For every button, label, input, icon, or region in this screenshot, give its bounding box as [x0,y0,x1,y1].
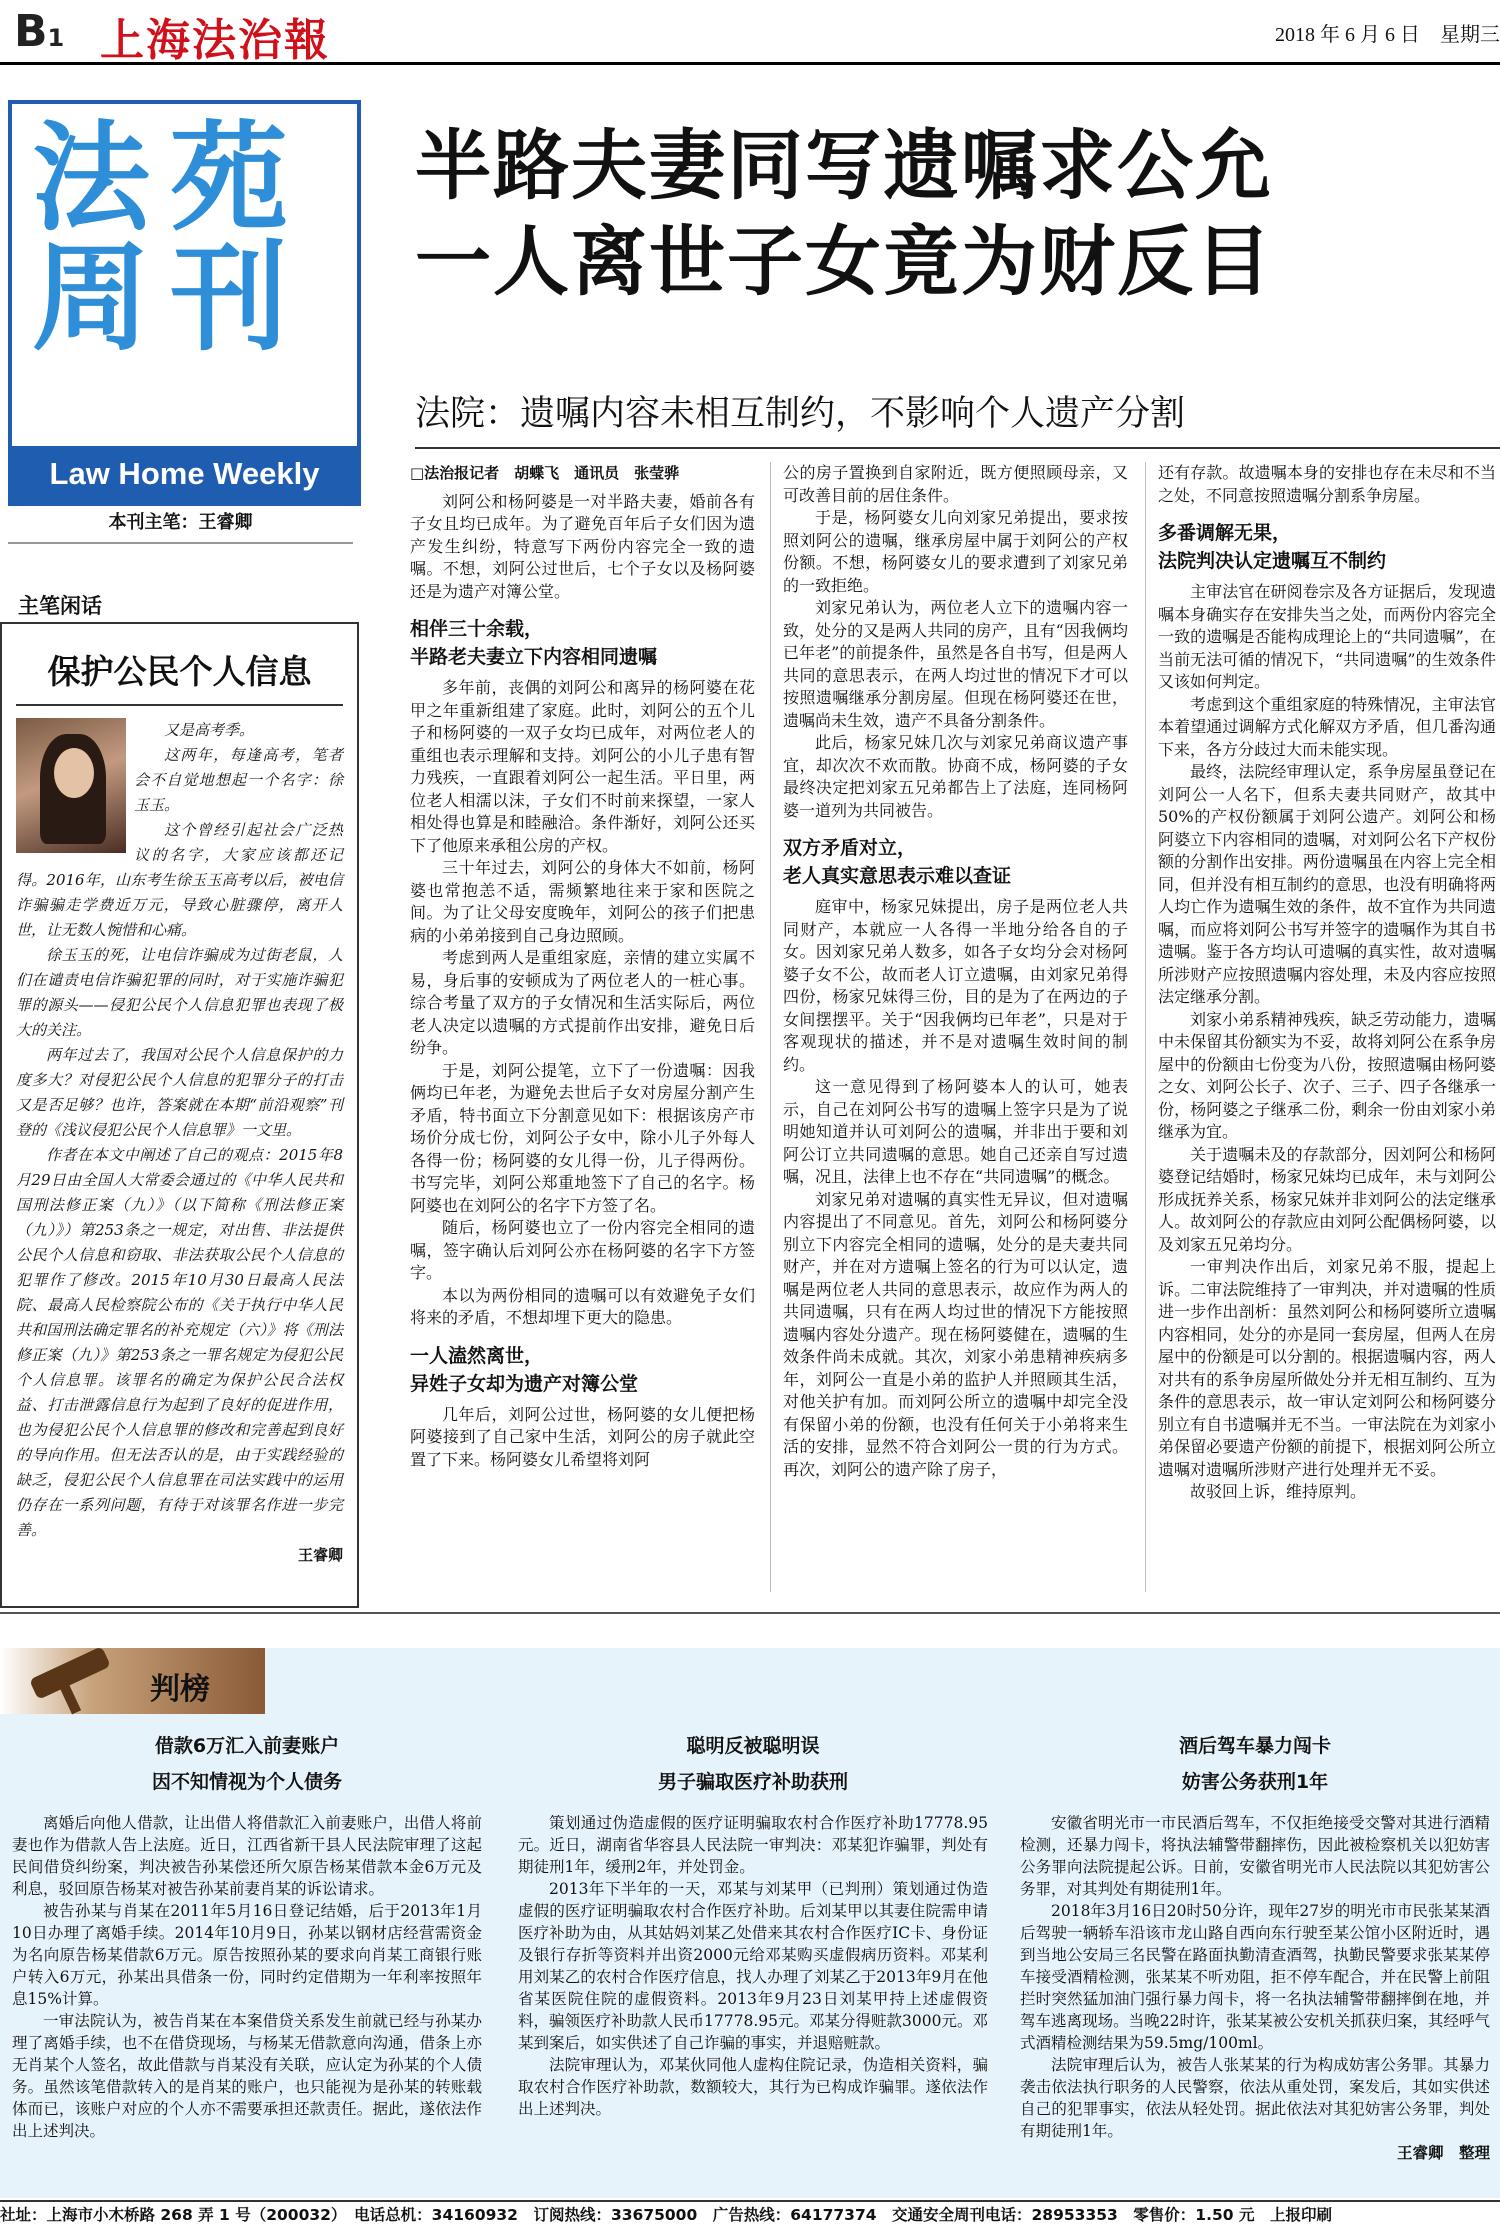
case-brief-3 [1020,1728,1490,2164]
page-subnumber: 1 [47,24,65,52]
article-paragraph: 随后，杨阿婆也立了一份内容完全相同的遗嘱，签字确认后刘阿公亦在杨阿婆的名字下方签字。 [410,1218,755,1282]
divider [415,447,1500,449]
column-body [16,718,343,1568]
article-paragraph: 最终，法院经审理认定，系争房屋虽登记在刘阿公一人名下，但系夫妻共同财产，故其中50%的产权份额属于刘阿公遗产。刘阿公和杨阿婆立下内容相同的遗嘱，对刘阿公名下产权份额的分割作出安排。两份遗嘱虽在内容上完全相同，但并没有相互制约的意思，也没有明确将两人均亡作为遗嘱生效的条件，故不宜作为共同遗嘱，而应将刘阿公书写并签字的遗嘱作为其自书遗嘱。鉴于各方均认可遗嘱的真实性，故对遗嘱所涉财产应按照遗嘱内容处理，未及内容应按照法定继承分割。 [1158,762,1496,1006]
section-heading: 一人溘然离世， [410,1344,544,1367]
column-paragraph: 作者在本文中阐述了自己的观点：2015年8月29日由全国人大常委会通过的《中华人民共和国刑法修正案（九）》（以下简称《刑法修正案（九）》）第253条之一规定，对出售、非法提供公民个人信息和窃取、非法获取公民个人信息的犯罪作了修改。2015年10月30日最高人民法院、最高人民检察院公布的《关于执行中华人民共和国刑法确定罪名的补充规定（六）》将《刑法修正案（九）》第253条之一罪名规定为侵犯公民个人信息罪。该罪名的确定为保护公民合法权益、打击泄露信息行为起到了良好的促进作用，也为侵犯公民个人信息罪的修改和完善起到良好的导向作用。但无法否认的是，由于实践经验的缺乏，侵犯公民个人信息罪在司法实践中的运用仍存在一系列问题，有待于对该罪名作进一步完善。 [16,1146,343,1539]
brief-paragraph: 2013年下半年的一天，邓某与刘某甲（已判刑）策划通过伪造虚假的医疗证明骗取农村合作医疗补助。后刘某甲以其妻住院需申请医疗补助为由，从其姑妈刘某乙处借来其农村合作医疗IC卡、身份证及银行存折等资料并出资2000元给邓某购买虚假病历资料。邓某利用刘某乙的农村合作医疗信息，找人办理了刘某乙于2013年9月在他省某医院住院的虚假资料。2013年9月23日刘某甲持上述虚假资料，骗领医疗补助款人民币17778.95元。邓某分得赃款3000元。邓某到案后，如实供述了自己诈骗的事实，并退赔赃款。 [518,1880,988,2052]
article-paragraph: 关于遗嘱未及的存款部分，因刘阿公和杨阿婆登记结婚时，杨家兄妹均已成年，未与刘阿公形成抚养关系，杨家兄妹并非刘阿公的法定继承人。故刘阿公的存款应由刘阿公配偶杨阿婆，以及刘家五兄弟均分。 [1158,1144,1496,1254]
column-rule [770,462,771,1592]
column-name: 主笔闲话 [18,594,102,618]
column-paragraph: 又是高考季。 [164,721,255,739]
brief-title-2: 妨害公务获刑1年 [1181,1771,1329,1793]
case-brief-2 [518,1728,988,2120]
column-paragraph: 这两年，每逢高考，笔者会不自觉地想起一个名字：徐玉玉。 [134,746,343,814]
article-paragraph: 这一意见得到了杨阿婆本人的认可，她表示，自己在刘阿公书写的遗嘱上签字只是为了说明她知道并认可刘阿公的遗嘱，并非出于要和刘阿公订立共同遗嘱的意思。她自己还亲自写过遗嘱，况且，法律上也不存在“共同遗嘱”的概念。 [783,1077,1128,1186]
article-paragraph: 刘家兄弟对遗嘱的真实性无异议，但对遗嘱内容提出了不同意见。首先，刘阿公和杨阿婆分别立下内容完全相同的遗嘱，处分的是夫妻共同财产，并在对方遗嘱上签名的行为可以认定，遗嘱是两位老人共同的意思表示，故应作为两人的共同遗嘱，只有在两人均过世的情况下方能按照遗嘱内容处分遗产。现在杨阿婆健在，遗嘱的生效条件尚未成就。其次，刘家小弟患精神疾病多年，刘阿公一直是小弟的监护人并照顾其生活，对他关护有加。而刘阿公所立的遗嘱中却完全没有保留小弟的份额，也没有任何关于小弟将来生活的安排，显然不符合刘阿公一贯的行为方式。再次，刘阿公的遗产除了房子， [783,1189,1128,1479]
issue-date: 2018 年 6 月 6 日 星期三 [1275,24,1500,46]
article-paragraph: 三十年过去，刘阿公的身体大不如前，杨阿婆也常抱恙不适，需频繁地往来于家和医院之间。为了让父母安度晚年，刘阿公的孩子们把患病的小弟弟接到自己身边照顾。 [410,858,755,945]
article-column-2 [783,462,1128,1481]
article-paragraph: 庭审中，杨家兄妹提出，房子是两位老人共同财产，本就应一人各得一半地分给各自的子女。因刘家兄弟人数多，如各子女均分会对杨阿婆子女不公，故而老人订立遗嘱，由刘家兄弟得四份，杨家兄妹得三份，目的是为了在两边的子女间摆摆平。关于“因我俩均已年老”，只是对于客观现状的描述，并不是对遗嘱生效时间的制约。 [783,897,1128,1074]
footer-info: 社址：上海市小木桥路 268 弄 1 号（200032） 电话总机：34160932 订阅热线：33675000 广告热线：64177374 交通安全周刊电话：28953353 零售价：1.50 元 上报印刷 [0,2200,1500,2229]
main-headline [415,118,1500,310]
column-headline: 保护公民个人信息 [47,652,312,691]
chief-editor: 本刊主笔：王睿卿 [108,512,253,533]
section-heading: 多番调解无果， [1158,522,1292,544]
article-paragraph: 主审法官在研阅卷宗及各方证据后，发现遗嘱本身确实存在安排失当之处，而两份内容完全一致的遗嘱是否能构成理论上的“共同遗嘱”，在当前无法可循的情况下，“共同遗嘱”的生效条件又该如何判定。 [1158,582,1496,691]
column-paragraph: 徐玉玉的死，让电信诈骗成为过街老鼠，人们在谴责电信诈骗犯罪的同时，对于实施诈骗犯罪的源头——侵犯公民个人信息犯罪也表现了极大的关注。 [16,946,343,1039]
masthead-title: 法苑周刊 [32,109,309,367]
column-paragraph: 这个曾经引起社会广泛热议的名字，大家应该都还记得。2016年，山东考生徐玉玉高考以后，被电信诈骗骗走学费近万元，导致心脏骤停，离开人世，让无数人惋惜和心痛。 [16,821,343,939]
article-column-1 [410,462,755,1471]
article-paragraph: 考虑到两人是重组家庭，亲情的建立实属不易，身后事的安顿成为了两位老人的一桩心事。综合考量了双方的子女情况和生活实际后，两位老人决定以遗嘱的方式提前作出安排，避免日后纷争。 [410,948,755,1057]
headline-line-2: 一人离世子女竟为财反目 [415,217,1273,306]
article-paragraph: 多年前，丧偶的刘阿公和离异的杨阿婆在花甲之年重新组建了家庭。此时，刘阿公的五个儿子和杨阿婆的一双子女均已成年，对两位老人的重组也表示理解和支持。刘阿公的小儿子患有智力残疾，一直跟着刘阿公一起生活。平日里，两位老人相濡以沫，子女们不时前来探望，一家人相处得也算是和睦融洽。条件渐好，刘阿公还买下了他原来承租公房的产权。 [410,678,755,855]
brief-title-1: 聪明反被聪明误 [686,1735,820,1757]
article-paragraph: 考虑到这个重组家庭的特殊情况，主审法官本着望通过调解方式化解双方矛盾，但几番沟通下来，各方分歧过大而未能实现。 [1158,694,1496,759]
article-paragraph: 此后，杨家兄妹几次与刘家兄弟商议遗产事宜，却次次不欢而散。协商不成，杨阿婆的子女最终决定把刘家五兄弟都告上了法庭，连同杨阿婆一道列为共同被告。 [783,733,1128,820]
brief-title-2: 因不知情视为个人债务 [151,1771,342,1793]
section-label: 判榜 [150,1672,210,1707]
brief-title-2: 男子骗取医疗补助获刑 [657,1771,848,1793]
headline-line-1: 半路夫妻同写遗嘱求公允 [415,121,1273,210]
brief-title-1: 酒后驾车暴力闯卡 [1178,1735,1331,1757]
divider [16,704,343,706]
article-paragraph: 本以为两份相同的遗嘱可以有效避免子女们将来的矛盾，不想却埋下更大的隐患。 [410,1285,755,1327]
divider [8,542,353,544]
article-column-1-content [410,491,755,1472]
section-heading: 双方矛盾对立， [783,837,917,859]
byline: □法治报记者 胡蝶飞 通讯员 张莹骅 [410,464,680,482]
newspaper-logo: 上海法治報 [100,15,330,66]
article-column-3 [1158,462,1496,1504]
subheadline: 法院：遗嘱内容未相互制约，不影响个人遗产分割 [415,394,1186,434]
brief-paragraph: 离婚后向他人借款，让出借人将借款汇入前妻账户，出借人将前妻也作为借款人告上法庭。近日，江西省新干县人民法院审理了这起民间借贷纠纷案，判决被告孙某偿还所欠原告杨某借款本金6万元及利息，驳回原告杨某对被告孙某前妻肖某的诉讼请求。 [12,1814,482,1898]
brief-paragraph: 2018年3月16日20时50分许，现年27岁的明光市市民张某某酒后驾驶一辆轿车沿该市龙山路自西向东行驶至某公馆小区附近时，遇到当地公安局三名民警在路面执勤清查酒驾，执勤民警要求张某某停车接受酒精检测，张某某不听劝阻，拒不停车配合，并在民警上前阻拦时突然猛加油门强行暴力闯卡，将一名执法辅警带翻摔倒在地，并驾车逃离现场。当晚22时许，张某某被公安机关抓获归案，其经呼气式酒精检测结果为59.5mg/100ml。 [1020,1902,1490,2052]
column-rule [1145,462,1146,1592]
weekly-masthead [8,100,361,506]
article-paragraph: 刘阿公和杨阿婆是一对半路夫妻，婚前各有子女且均已成年。为了避免百年后子女们因为遗产发生纠纷，特意写下两份内容完全一致的遗嘱。不想，刘阿公过世后，七个子女以及杨阿婆还是为遗产对簿公堂。 [410,491,755,601]
brief-body [1020,1812,1490,2164]
article-paragraph: 刘家小弟系精神残疾，缺乏劳动能力，遗嘱中未保留其份额实为不妥，故将刘阿公在系争房屋中的份额由七份变为八份，按照遗嘱由杨阿婆之女、刘阿公长子、次子、三子、四子各继承一份，杨阿婆之子继承二份，剩余一份由刘家小弟继承为宜。 [1158,1009,1496,1141]
page-letter: B [14,6,48,57]
article-paragraph: 刘家兄弟认为，两位老人立下的遗嘱内容一致，处分的又是两人共同的房产，且有“因我俩均已年老”的前提条件，虽然是各自书写，但是两人共同的意思表示，在两人均过世的情况下才可以按照遗嘱继承分割房屋。但现在杨阿婆还在世，遗嘱尚未生效，遗产不具备分割条件。 [783,598,1128,730]
column-signature: 王睿卿 [297,1546,343,1564]
brief-paragraph: 一审法院认为，被告肖某在本案借贷关系发生前就已经与孙某办理了离婚手续，也不在借贷现场，与杨某无借款意向沟通，借条上亦无肖某个人签名，故此借款与肖某没有关联，应认定为孙某的个人债务。虽然该笔借款转入的是肖某的账户，也只能视为是孙某的转账载体而已，该账户对应的个人亦不需要承担还款责任。据此，遂依法作出上述判决。 [12,2012,482,2140]
section-divider [0,1612,1500,1614]
brief-paragraph: 被告孙某与肖某在2011年5月16日登记结婚，后于2013年1月10日办理了离婚手续。2014年10月9日，孙某以钢材店经营需资金为名向原告杨某借款6万元。原告按照孙某的要求向肖某工商银行账户转入6万元，孙某出具借条一份，同时约定借期为一年利率按照年息15%计算。 [12,1902,482,2008]
article-paragraph: 于是，刘阿公提笔，立下了一份遗嘱：因我俩均已年老，为避免去世后子女对房屋分割产生矛盾，特书面立下分割意见如下：根据该房产市场价分成七份，刘阿公子女中，除小儿子外每人各得一份；杨阿婆的女儿得一份，儿子得两份。书写完毕，刘阿公郑重地签下了自己的名字。杨阿婆也在刘阿公的名字下方签了名。 [410,1060,755,1215]
brief-title-1: 借款6万汇入前妻账户 [154,1735,340,1757]
article-paragraph: 于是，杨阿婆女儿向刘家兄弟提出，要求按照刘阿公的遗嘱，继承房屋中属于刘阿公的产权份额。不想，杨阿婆女儿的要求遭到了刘家兄弟的一致拒绝。 [783,508,1128,595]
brief-paragraph: 法院审理后认为，被告人张某某的行为构成妨害公务罪。其暴力袭击依法执行职务的人民警察，依法从重处罚，案发后，其如实供述自己的犯罪事实，依法从轻处罚。据此依法对其犯妨害公务罪，判处有期徒刑1年。 [1020,2056,1490,2140]
section-heading: 异姓子女却为遗产对簿公堂 [410,1372,639,1395]
article-paragraph: 一审判决作出后，刘家兄弟不服，提起上诉。二审法院维持了一审判决，并对遗嘱的性质进一步作出剖析：虽然刘阿公和杨阿婆所立遗嘱内容相同，处分的亦是同一套房屋，但两人在房屋中的份额是可以分割的。根据遗嘱内容，两人对共有的系争房屋所做处分并无相互制约、互为条件的意思表示，故一审认定刘阿公和杨阿婆分别立有自书遗嘱并无不当。一审法院在为刘家小弟保留必要遗产份额的前提下，根据刘阿公所立遗嘱对遗嘱所涉财产进行处理并无不妥。 [1158,1257,1496,1479]
brief-signature: 王睿卿 整理 [1396,2143,1490,2162]
brief-paragraph: 安徽省明光市一市民酒后驾车，不仅拒绝接受交警对其进行酒精检测，还暴力闯卡，将执法辅警带翻摔伤，因此被检察机关以犯妨害公务罪向法院提起公诉。日前，安徽省明光市人民法院以其犯妨害公务罪，对其判处有期徒刑1年。 [1020,1814,1490,1898]
section-heading: 相伴三十余载， [410,618,544,640]
section-heading: 老人真实意思表示难以查证 [783,865,1012,887]
page-number [14,6,76,56]
masthead-english: Law Home Weekly [12,446,357,502]
article-paragraph: 还有存款。故遗嘱本身的安排也存在未尽和不当之处，不同意按照遗嘱分割系争房屋。 [1158,463,1496,505]
gavel-icon [0,1648,265,1714]
section-heading: 半路老夫妻立下内容相同遗嘱 [410,646,658,668]
section-heading: 法院判决认定遗嘱互不制约 [1158,550,1387,572]
brief-paragraph: 策划通过伪造虚假的医疗证明骗取农村合作医疗补助17778.95元。近日，湖南省华容县人民法院一审判决：邓某犯诈骗罪，判处有期徒刑1年，缓刑2年，并处罚金。 [518,1814,988,1876]
article-paragraph: 几年后，刘阿公过世，杨阿婆的女儿便把杨阿婆接到了自己家中生活，刘阿公的房子就此空置了下来。杨阿婆女儿希望将刘阿 [410,1404,755,1469]
editor-column [0,622,359,1608]
brief-body [518,1812,988,2120]
article-paragraph: 故驳回上诉，维持原判。 [1190,1482,1367,1501]
column-paragraph: 两年过去了，我国对公民个人信息保护的力度多大？对侵犯公民个人信息的犯罪分子的打击又是否足够？也许，答案就在本期“前沿观察”刊登的《浅议侵犯公民个人信息罪》一文里。 [16,1046,343,1139]
brief-body [12,1812,482,2142]
article-paragraph: 公的房子置换到自家附近，既方便照顾母亲，又可改善目前的居住条件。 [783,463,1128,505]
brief-paragraph: 法院审理认为，邓某伙同他人虚构住院记录，伪造相关资料，骗取农村合作医疗补助款，数额较大，其行为已构成诈骗罪。遂依法作出上述判决。 [518,2056,988,2118]
case-brief-1 [12,1728,482,2142]
